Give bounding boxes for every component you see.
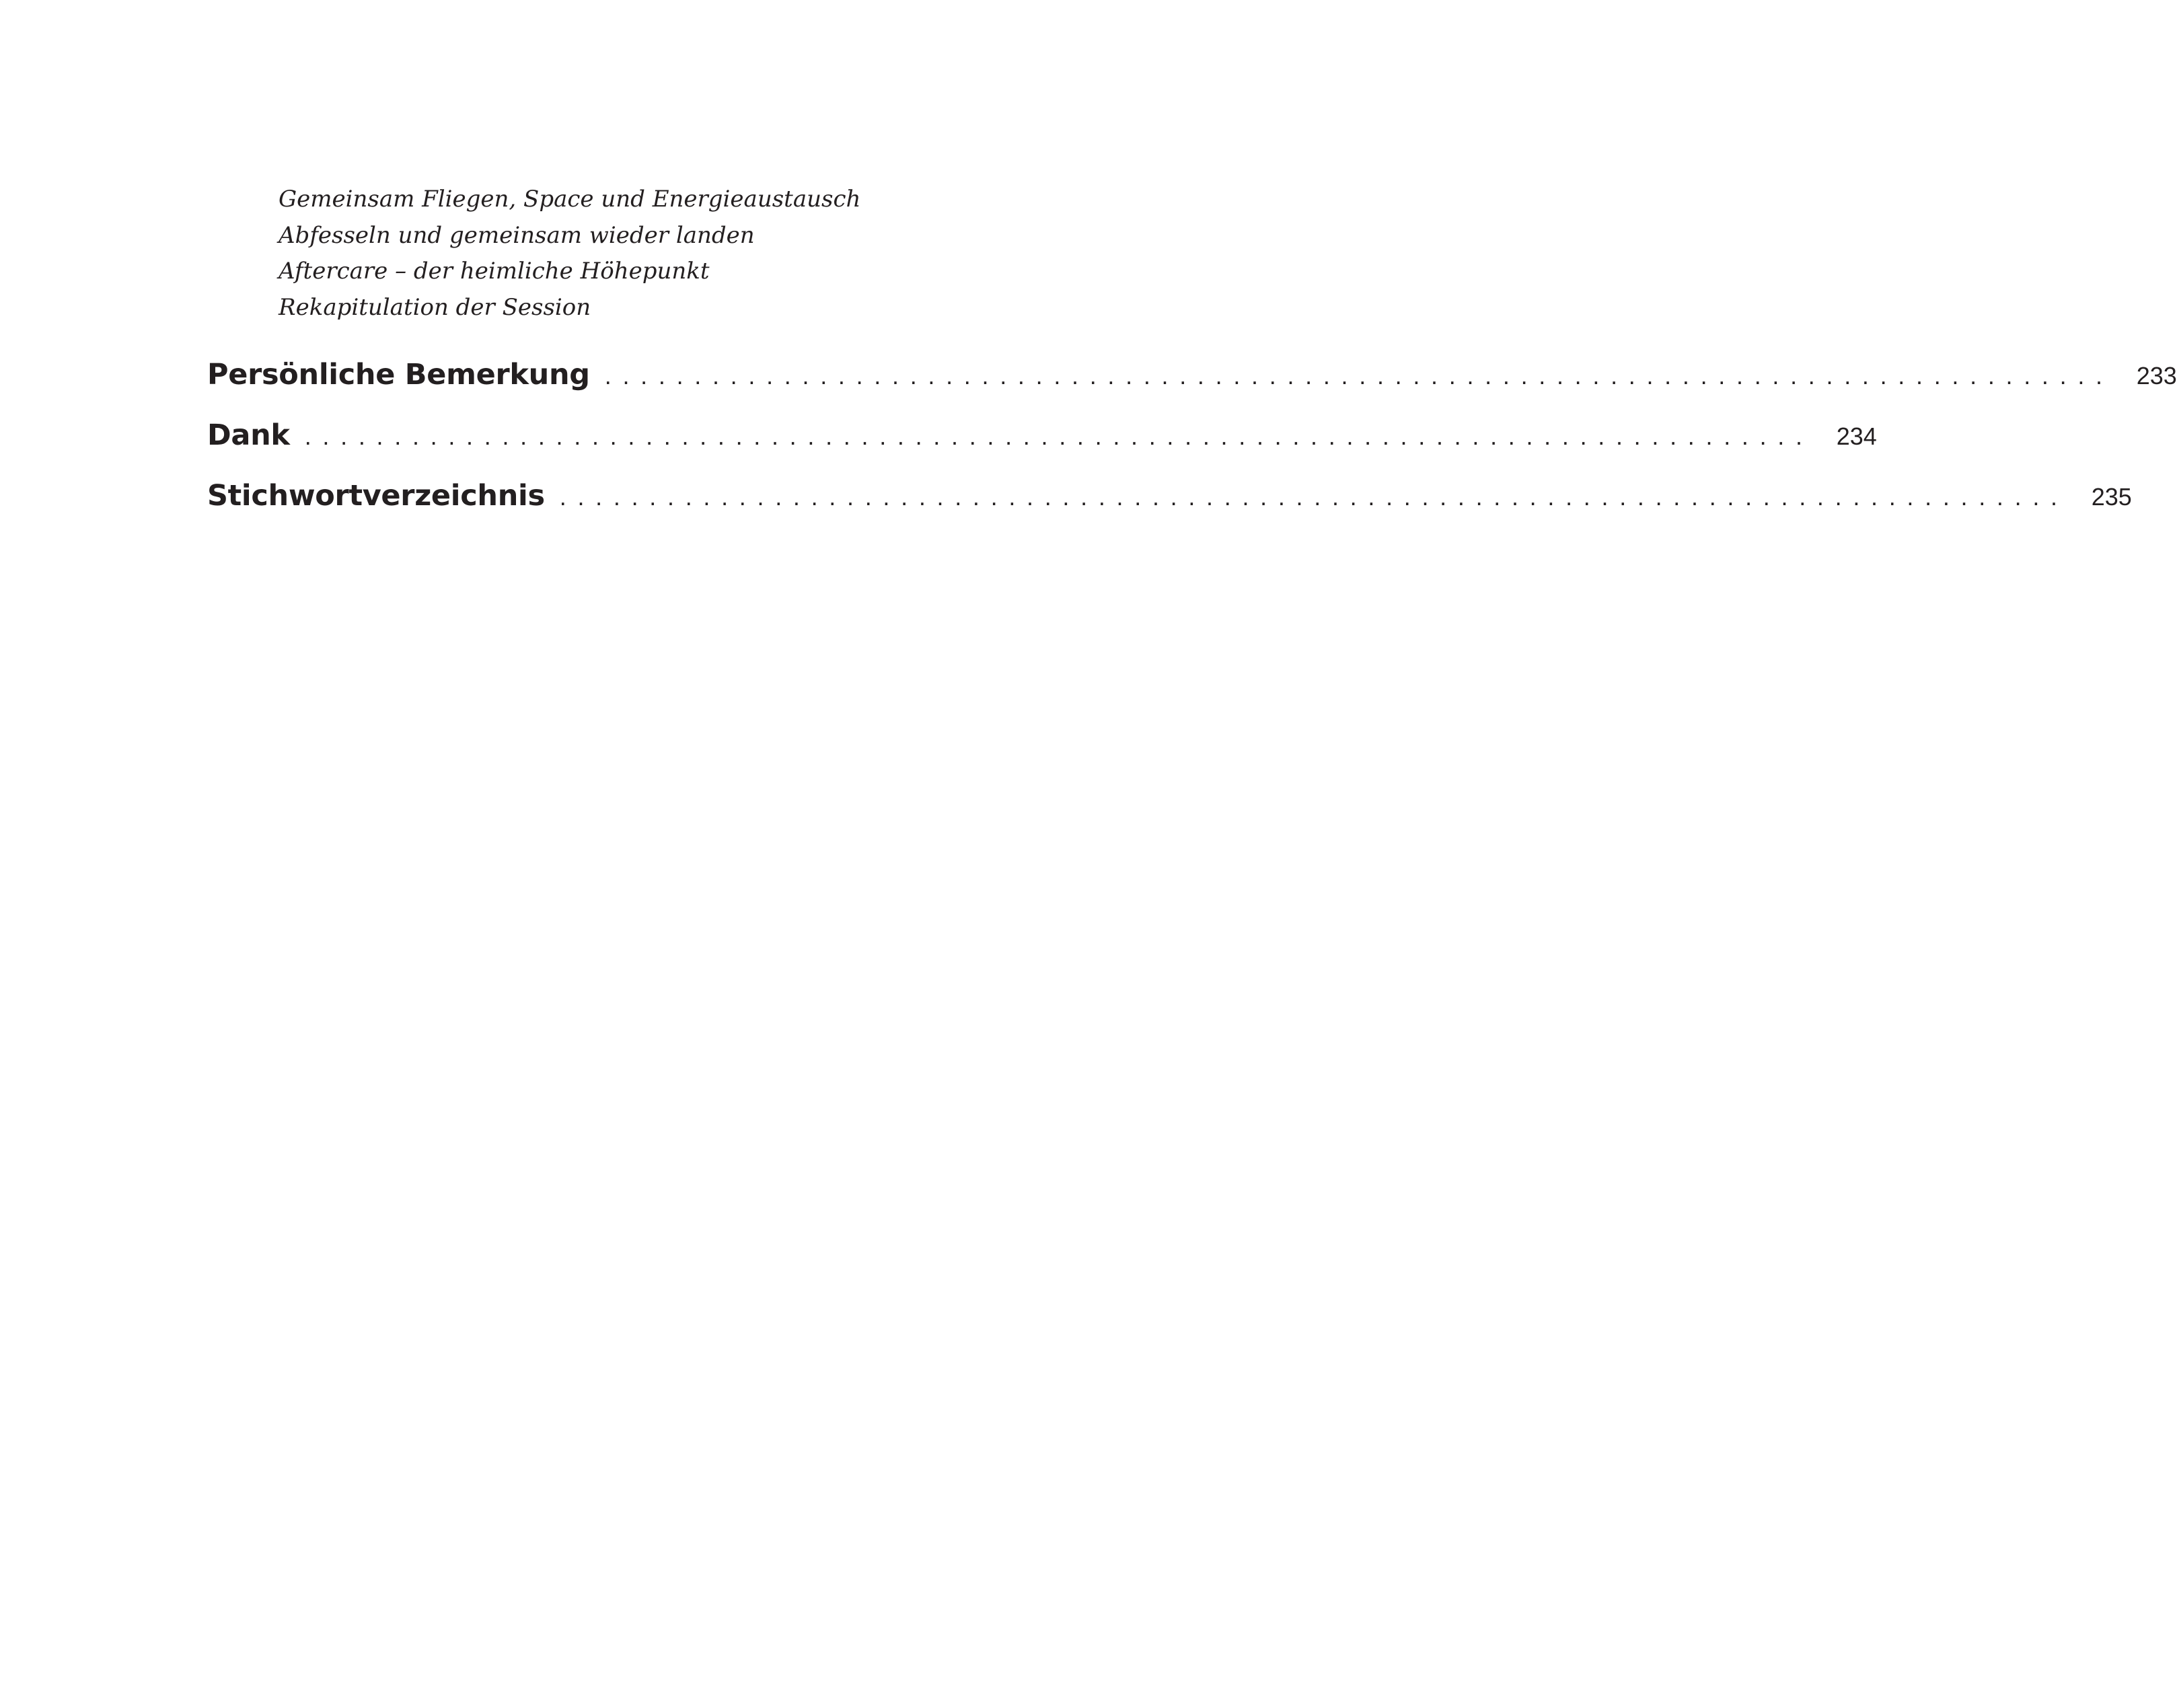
toc-entry-title: Dank xyxy=(207,418,290,452)
toc-entry-title: Stichwortverzeichnis xyxy=(207,479,545,513)
toc-entry-title: Persönliche Bemerkung xyxy=(207,358,590,392)
toc-entry xyxy=(207,358,2177,418)
toc-entry xyxy=(207,479,2132,540)
toc-subsection-item: Rekapitulation der Session xyxy=(279,293,591,321)
toc-entry-page: 235 xyxy=(2091,483,2132,511)
toc-subsection-item: Gemeinsam Fliegen, Space und Energieaustausch xyxy=(279,186,861,213)
toc-entry xyxy=(207,418,1877,479)
toc-subsection-list xyxy=(279,182,884,326)
table-of-contents xyxy=(207,358,2177,540)
toc-entry-page: 234 xyxy=(1836,422,1877,450)
toc-subsection-item: Aftercare – der heimliche Höhepunkt xyxy=(279,258,710,285)
toc-subsection-item: Abfesseln und gemeinsam wieder landen xyxy=(279,221,755,249)
dot-leader: .................................................................................... xyxy=(559,483,2069,511)
toc-entry-page: 233 xyxy=(2136,362,2177,389)
dot-leader: .................................................................................... xyxy=(304,422,1814,450)
dot-leader: .................................................................................... xyxy=(604,362,2114,389)
